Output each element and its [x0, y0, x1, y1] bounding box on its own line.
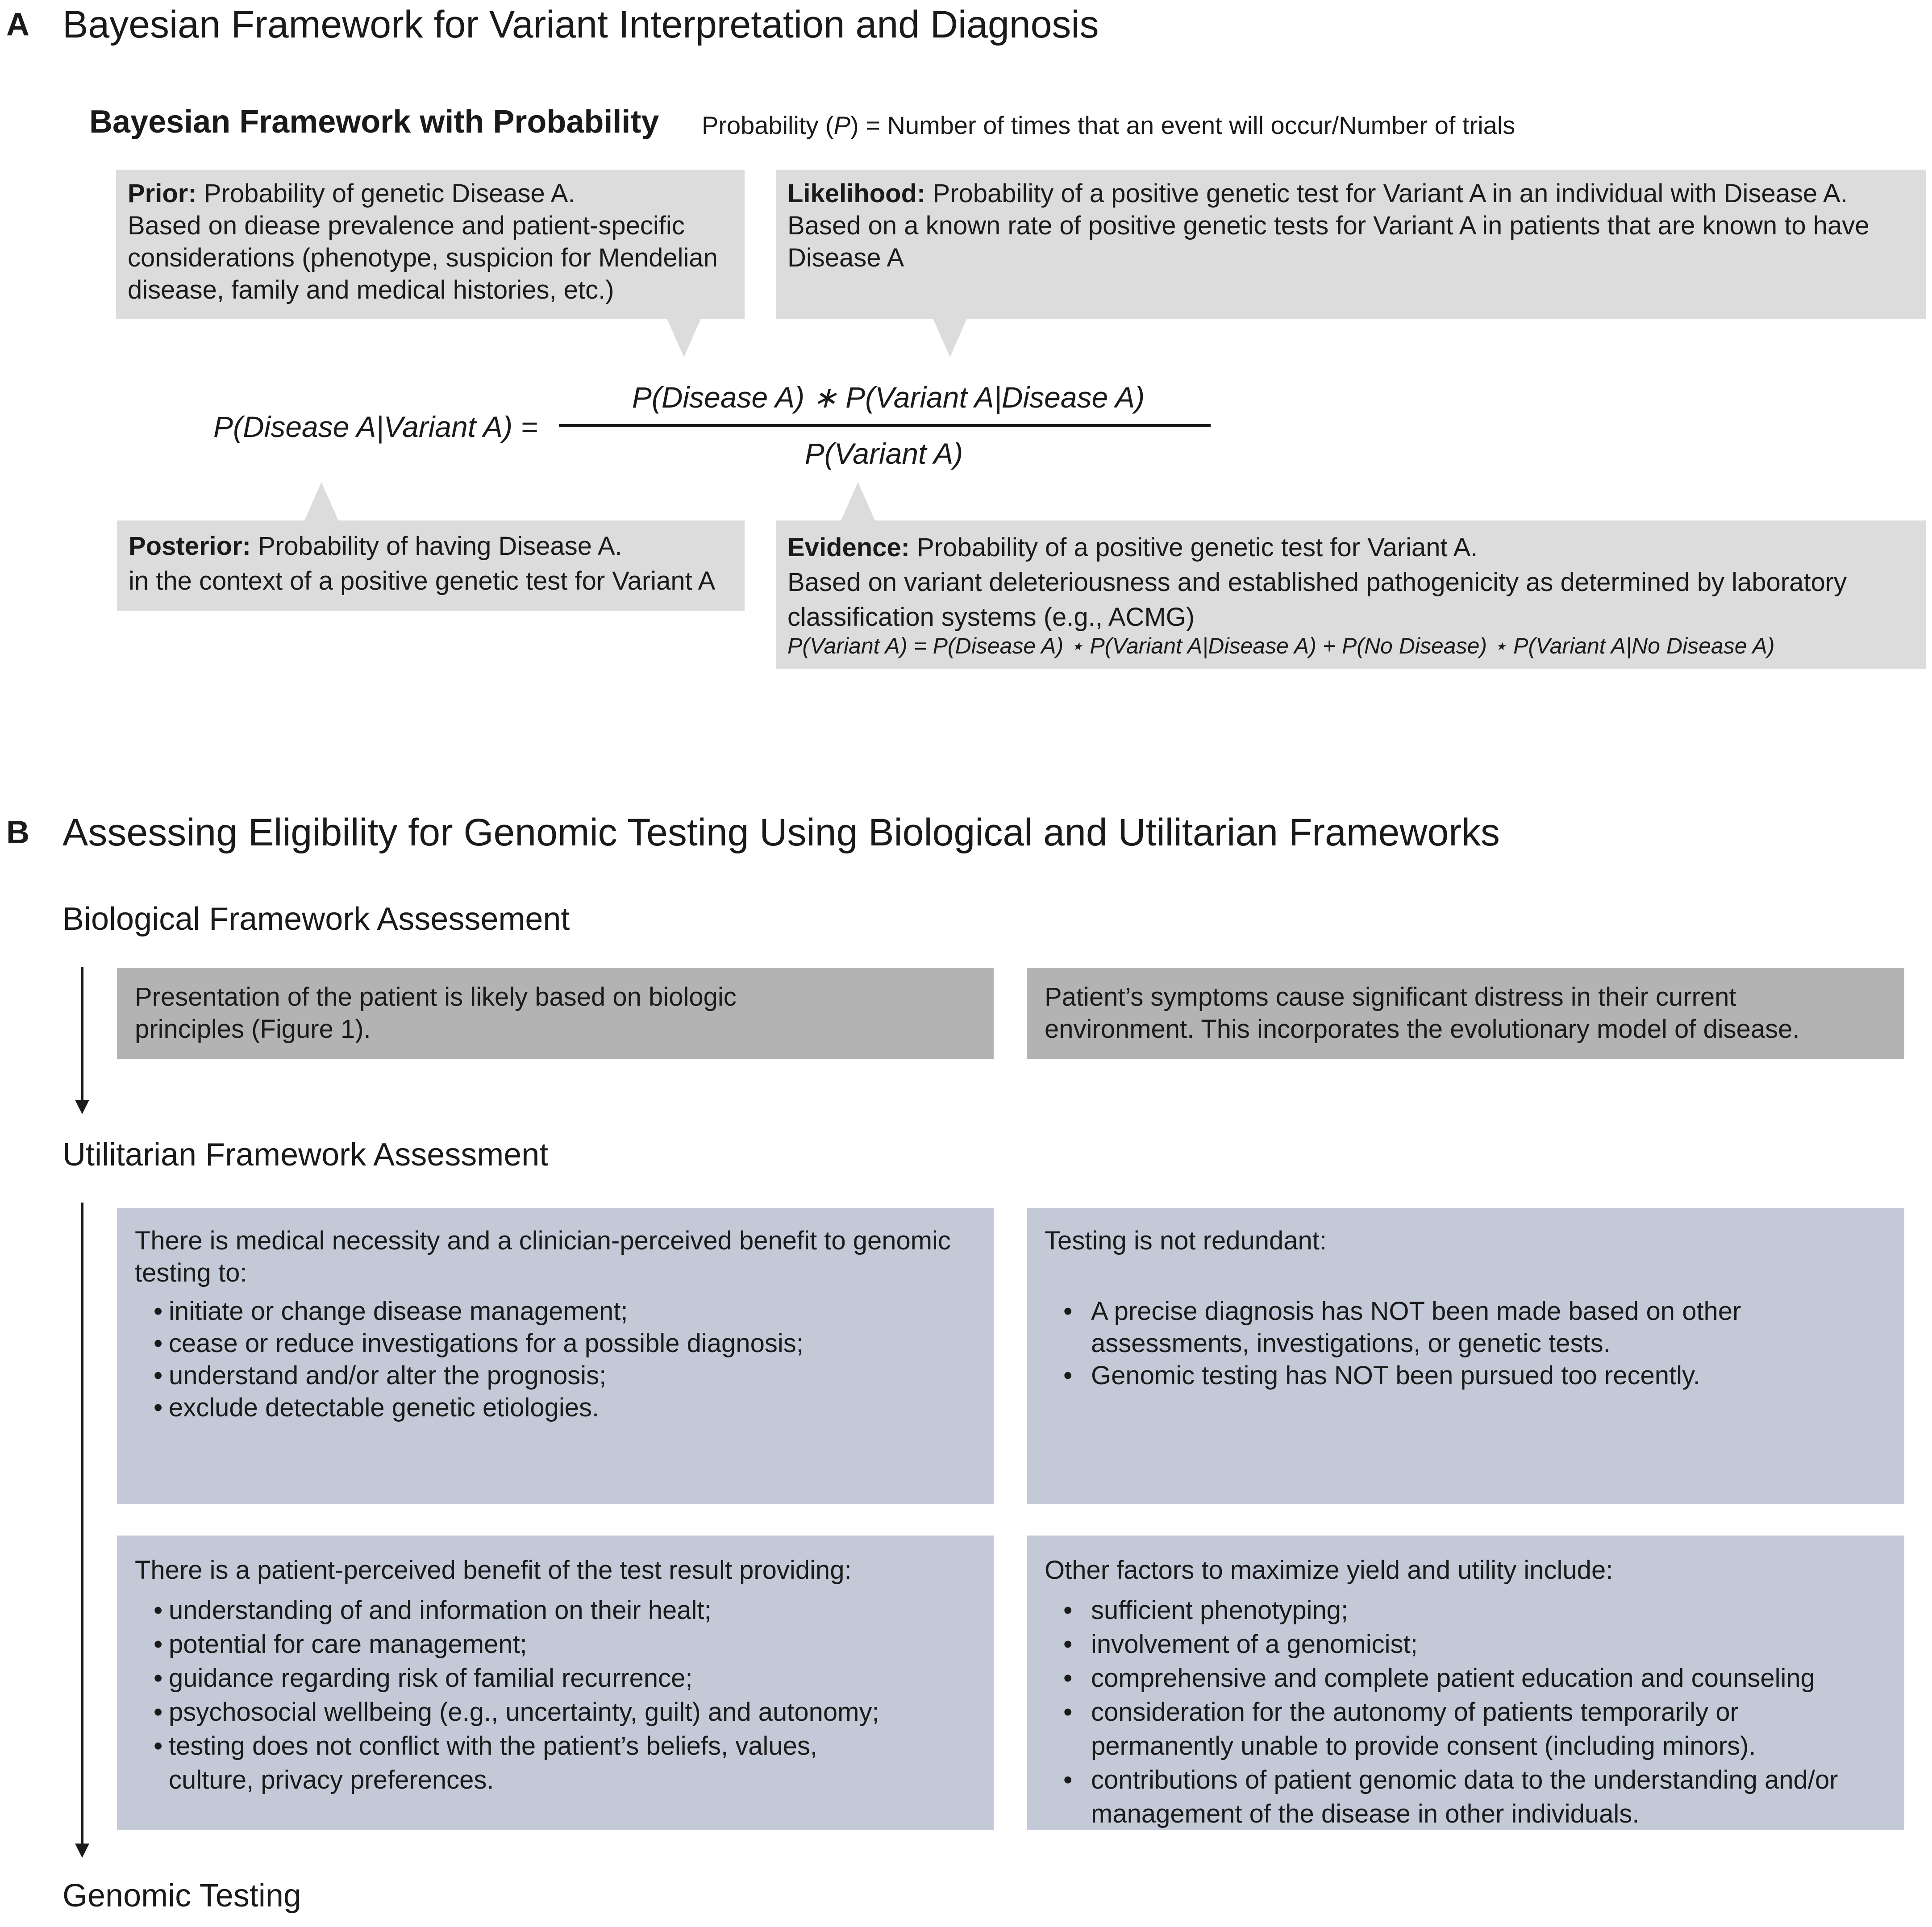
prior-text1: Probability of genetic Disease A. [196, 179, 575, 208]
evidence-line2: Based on variant deleteriousness and established pathogenicity as determined by laboratory classification systems (e.g., ACMG) [787, 568, 1847, 632]
fraction-bar [559, 424, 1211, 427]
clinician-benefit-intro: There is medical necessity and a clinician-perceived benefit to genomic testing to: [135, 1226, 951, 1287]
list-item: • consideration for the autonomy of patients temporarily or permanently unable to provide consent (including minors). [1045, 1695, 1860, 1763]
list-item: • potential for care management; [135, 1627, 922, 1661]
list-item: • A precise diagnosis has NOT been made based on other assessments, investigations, or genetic tests. [1045, 1295, 1806, 1360]
posterior-line1 [129, 530, 733, 562]
panel-a-title: Bayesian Framework for Variant Interpretation and Diagnosis [62, 3, 1099, 46]
evidence-pointer [841, 482, 875, 520]
posterior-box [117, 520, 745, 611]
list-item: • exclude detectable genetic etiologies. [135, 1392, 976, 1424]
other-factors-list [1045, 1594, 1886, 1831]
evidence-label: Evidence: [787, 533, 910, 562]
evidence-text1: Probability of a positive genetic test for Variant A. [910, 533, 1478, 562]
utilitarian-box-other-factors [1027, 1536, 1904, 1830]
posterior-text1: Probability of having Disease A. [250, 532, 622, 561]
panel-b-title: Assessing Eligibility for Genomic Testing Using Biological and Utilitarian Frameworks [62, 811, 1500, 854]
utilitarian-box-patient-benefit [117, 1536, 994, 1830]
patient-benefit-intro: There is a patient-perceived benefit of the test result providing: [135, 1556, 852, 1585]
list-item: • initiate or change disease management; [135, 1295, 976, 1328]
utilitarian-box-clinician-benefit [117, 1208, 994, 1504]
prior-line2: Based on diease prevalence and patient-specific considerations (phenotype, suspicion for Mendelian disease, family and medical histories, etc.) [128, 211, 718, 304]
probability-def-p: P [833, 111, 851, 139]
prior-label: Prior: [128, 179, 197, 208]
list-item: • comprehensive and complete patient education and counseling [1045, 1661, 1860, 1695]
likelihood-label: Likelihood: [787, 179, 926, 208]
likelihood-text1: Probability of a positive genetic test for Variant A in an individual with Disease A. [925, 179, 1848, 208]
prior-box [116, 170, 745, 319]
prior-line1 [128, 178, 733, 210]
biological-arrow-line [81, 967, 83, 1101]
list-item: • psychosocial wellbeing (e.g., uncertainty, guilt) and autonomy; [135, 1695, 922, 1729]
posterior-label: Posterior: [129, 532, 251, 561]
utilitarian-arrow-head [75, 1844, 89, 1858]
likelihood-pointer [933, 319, 967, 357]
utilitarian-arrow-line [81, 1203, 83, 1844]
biological-box-1: Presentation of the patient is likely based on biologic principles (Figure 1). [117, 968, 994, 1059]
formula-numerator: P(Disease A) ∗ P(Variant A|Disease A) [632, 381, 1145, 414]
biological-arrow-head [75, 1100, 89, 1114]
bayesian-subtitle: Bayesian Framework with Probability [89, 104, 659, 140]
formula-denominator: P(Variant A) [804, 437, 963, 470]
probability-def-pre: Probability ( [702, 111, 834, 139]
likelihood-line1 [787, 178, 1914, 210]
evidence-box [776, 520, 1926, 669]
prior-pointer [667, 319, 701, 357]
likelihood-line2: Based on a known rate of positive genetic tests for Variant A in patients that are known to have Disease A [787, 211, 1870, 272]
probability-definition [702, 111, 1515, 140]
posterior-line2: in the context of a positive genetic test for Variant A [129, 566, 716, 595]
list-item: • guidance regarding risk of familial recurrence; [135, 1661, 922, 1695]
likelihood-box [776, 170, 1926, 319]
evidence-formula: P(Variant A) = P(Disease A) ⋆ P(Variant A|Disease A) + P(No Disease) ⋆ P(Variant A|No Disease A) [787, 633, 1775, 658]
list-item: • Genomic testing has NOT been pursued too recently. [1045, 1360, 1806, 1392]
list-item: • sufficient phenotyping; [1045, 1594, 1860, 1627]
biological-box-2: Patient’s symptoms cause significant distress in their current environment. This incorporates the evolutionary model of disease. [1027, 968, 1904, 1059]
list-item: • contributions of patient genomic data to the understanding and/or management of the disease in other individuals. [1045, 1763, 1860, 1831]
panel-b-letter: B [6, 815, 29, 850]
patient-benefit-list [135, 1594, 976, 1797]
list-item: • involvement of a genomicist; [1045, 1627, 1860, 1661]
not-redundant-list [1045, 1295, 1886, 1392]
list-item: • testing does not conflict with the patient’s beliefs, values, culture, privacy preferences. [135, 1729, 922, 1797]
clinician-benefit-list [135, 1295, 976, 1424]
formula-lhs: P(Disease A|Variant A) = [213, 410, 538, 443]
panel-a-letter: A [6, 7, 29, 42]
probability-def-post: ) = Number of times that an event will occur/Number of trials [850, 111, 1516, 139]
utilitarian-box-not-redundant [1027, 1208, 1904, 1504]
list-item: • understanding of and information on their healt; [135, 1594, 922, 1627]
evidence-line1 [787, 530, 1914, 565]
other-factors-intro: Other factors to maximize yield and utility include: [1045, 1556, 1613, 1585]
list-item: • cease or reduce investigations for a possible diagnosis; [135, 1328, 976, 1360]
list-item: • understand and/or alter the prognosis; [135, 1360, 976, 1392]
biological-framework-label: Biological Framework Assessement [62, 901, 570, 937]
genomic-testing-label: Genomic Testing [62, 1878, 301, 1914]
not-redundant-intro: Testing is not redundant: [1045, 1226, 1327, 1255]
utilitarian-framework-label: Utilitarian Framework Assessment [62, 1137, 549, 1173]
posterior-pointer [304, 482, 338, 520]
